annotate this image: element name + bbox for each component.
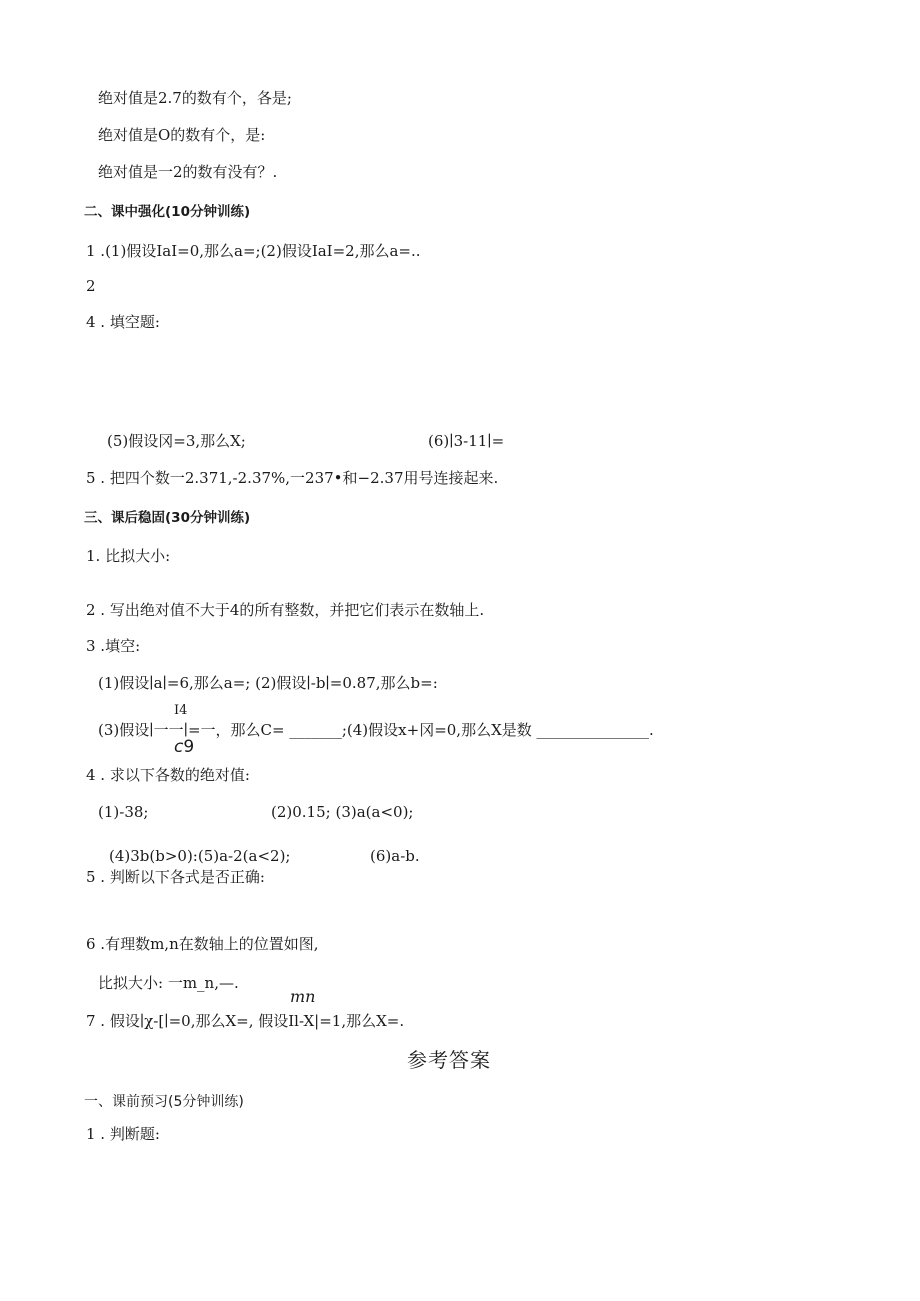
practice-4: 4 . 求以下各数的绝对值: (86, 766, 250, 784)
answers-question-1: 1 . 判断题: (86, 1125, 160, 1143)
fraction-numerator: I4 (174, 703, 188, 718)
practice-5: 5 . 判断以下各式是否正确: (86, 868, 265, 886)
practice-6: 6 .有理数m,n在数轴上的位置如图, (86, 935, 319, 953)
practice-6-mn-label: mn (290, 987, 316, 1006)
practice-4-part-1: (1)-38; (98, 803, 149, 821)
practice-6-compare: 比拟大小: 一m_n,—. (98, 974, 239, 992)
section-title-in-class: 二、课中强化(10分钟训练) (84, 204, 251, 220)
practice-4-part-6: (6)a-b. (370, 847, 420, 865)
question-1: 1 .(1)假设IaI=0,那么a=;(2)假设IaI=2,那么a=.. (86, 242, 421, 260)
fraction-denominator-9: 9 (183, 737, 195, 757)
practice-3-parts-1-2: (1)假设∣a∣=6,那么a=; (2)假设∣-b∣=0.87,那么b=: (98, 674, 438, 692)
practice-2: 2 . 写出绝对值不大于4的所有整数，并把它们表示在数轴上. (86, 601, 485, 619)
question-4: 4 . 填空题: (86, 313, 160, 331)
fraction-denominator-c: c (174, 737, 184, 757)
practice-1: 1. 比拟大小: (86, 547, 171, 565)
line-abs-2-7: 绝对值是2.7的数有个，各是; (98, 89, 292, 107)
practice-4-parts-2-3: (2)0.15; (3)a(a<0); (271, 803, 414, 821)
answers-section-1: 一、课前预习(5分钟训练) (84, 1094, 244, 1110)
practice-3: 3 .填空: (86, 637, 141, 655)
question-5: 5 . 把四个数一2.371,-2.37%,一237•和−2.37用号连接起来. (86, 469, 499, 487)
question-4-part-6: (6)∣3-11∣= (428, 432, 505, 450)
practice-4-parts-4-5: (4)3b(b>0):(5)a-2(a<2); (109, 847, 291, 865)
fraction-denominator (174, 737, 194, 757)
practice-3-parts-3-4: (3)假设∣一一∣=一，那么C= _______;(4)假设x+冈=0,那么X是数 _______________. (98, 721, 654, 739)
question-2: 2 (86, 277, 96, 295)
practice-7: 7 . 假设∣χ-[∣=0,那么X=, 假设Il-X|=1,那么X=. (86, 1012, 405, 1030)
answers-title: 参考答案 (407, 1048, 491, 1072)
line-abs-neg2: 绝对值是一2的数有没有？. (98, 163, 278, 181)
question-4-part-5: (5)假设冈=3,那么X; (107, 432, 246, 450)
line-abs-0: 绝对值是O的数有个，是: (98, 126, 266, 144)
section-title-after-class: 三、课后稳固(30分钟训练) (84, 510, 251, 526)
